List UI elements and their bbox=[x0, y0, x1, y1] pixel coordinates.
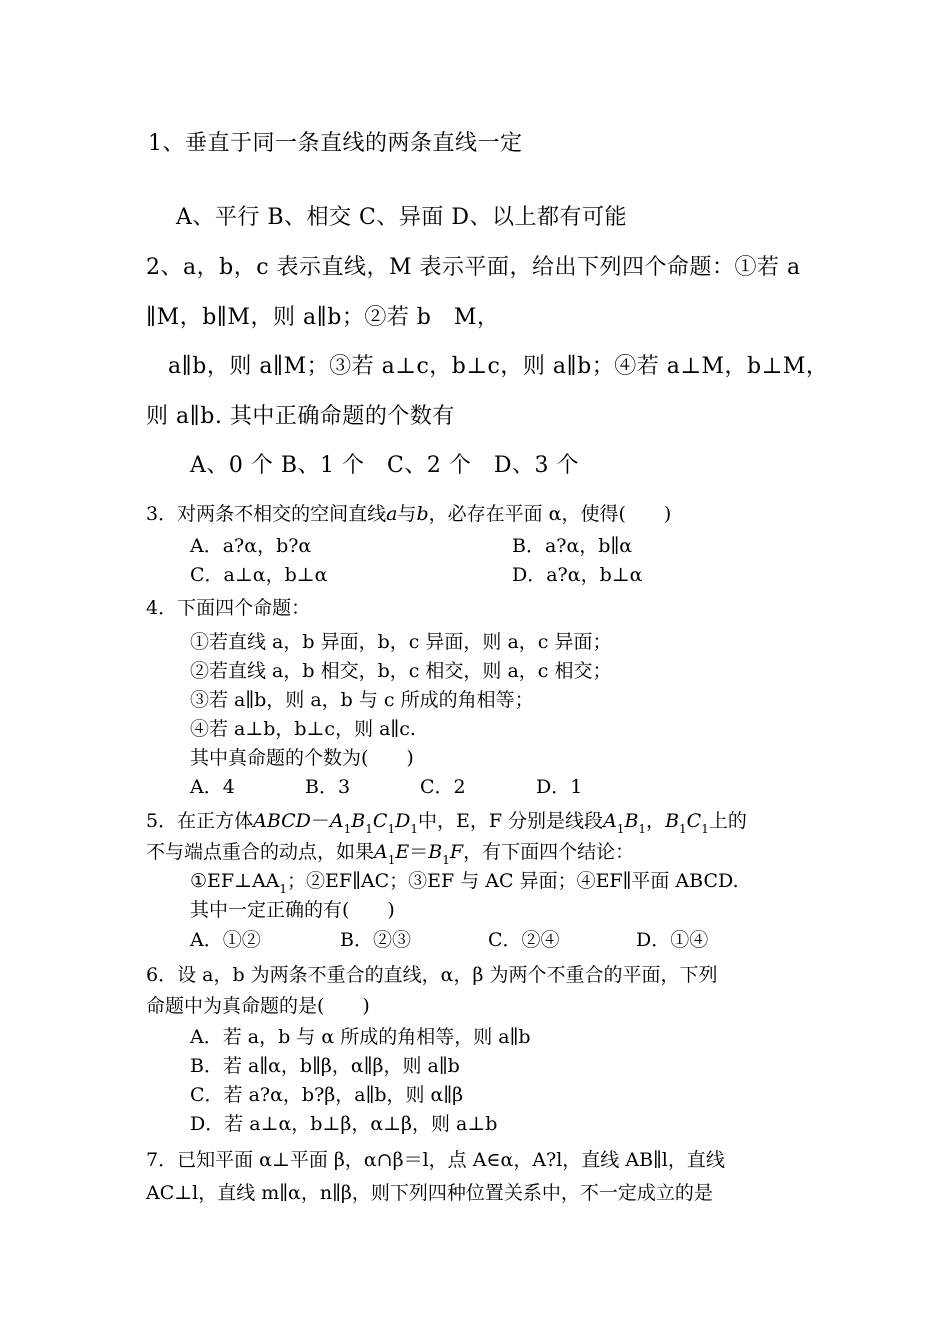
q4-ask: 其中真命题的个数为( ) bbox=[190, 747, 414, 769]
q2-line4: 则 a∥b. 其中正确命题的个数有 bbox=[146, 404, 455, 429]
q5-option-b: B．②③ bbox=[340, 929, 411, 951]
q5-ask: 其中一定正确的有( ) bbox=[190, 899, 395, 921]
q3-option-b: B．a?α，b∥α bbox=[512, 535, 633, 557]
q2-line1: 2、a，b，c 表示直线，M 表示平面，给出下列四个命题：①若 a bbox=[146, 255, 801, 280]
q6-option-b: B．若 a∥α，b∥β，α∥β，则 a∥b bbox=[190, 1055, 460, 1077]
q5-option-c: C．②④ bbox=[488, 929, 560, 951]
q2-options: A、0 个 B、1 个 C、2 个 D、3 个 bbox=[190, 453, 579, 478]
q3-option-d: D．a?α，b⊥α bbox=[512, 564, 643, 586]
q2-line3: a∥b，则 a∥M；③若 a⊥c，b⊥c，则 a∥b；④若 a⊥M，b⊥M， bbox=[168, 354, 829, 379]
q6-line2: 命题中为真命题的是( ) bbox=[146, 995, 370, 1017]
q4-option-c: C．2 bbox=[420, 776, 466, 798]
q4-option-a: A．4 bbox=[190, 776, 235, 798]
q6-option-c: C．若 a?α，b?β，a∥b，则 α∥β bbox=[190, 1084, 464, 1106]
q6-option-a: A．若 a，b 与 α 所成的角相等，则 a∥b bbox=[190, 1026, 531, 1048]
q6-line1: 6．设 a，b 为两条不重合的直线，α，β 为两个不重合的平面，下列 bbox=[146, 964, 718, 986]
q5-line1: 5．在正方体$ABCD-A_1B_1C_1D_1$中，E，F 分别是线段$A_1B_1$，$B_1C_1$上的 bbox=[146, 810, 747, 836]
q5-option-d: D．①④ bbox=[636, 929, 709, 951]
q3-option-c: C．a⊥α，b⊥α bbox=[190, 564, 328, 586]
q4-option-b: B．3 bbox=[305, 776, 351, 798]
q3-option-a: A．a?α，b?α bbox=[190, 535, 312, 557]
q7-line1: 7．已知平面 α⊥平面 β，α∩β＝l，点 A∈α，A?l，直线 AB∥l，直线 bbox=[146, 1149, 725, 1171]
q4-proposition-1: ①若直线 a，b 异面，b，c 异面，则 a，c 异面； bbox=[190, 631, 612, 653]
q7-line2: AC⊥l，直线 m∥α，n∥β，则下列四种位置关系中，不一定成立的是 bbox=[146, 1182, 713, 1204]
q1-stem: 1、垂直于同一条直线的两条直线一定 bbox=[148, 131, 523, 156]
q1-options: A、平行 B、相交 C、异面 D、以上都有可能 bbox=[176, 205, 628, 230]
q5-conclusions: $①EF\perp AA_1$；②EF∥AC；③EF 与 AC 异面；④EF∥平面 ABCD. bbox=[190, 870, 739, 896]
q4-proposition-2: ②若直线 a，b 相交，b，c 相交，则 a，c 相交； bbox=[190, 660, 612, 682]
q3-stem: 3．对两条不相交的空间直线a与b，必存在平面 α，使得( ) bbox=[146, 503, 672, 525]
q5-option-a: A．①② bbox=[190, 929, 261, 951]
q4-proposition-3: ③若 a∥b，则 a，b 与 c 所成的角相等； bbox=[190, 689, 534, 711]
q4-proposition-4: ④若 a⊥b，b⊥c，则 a∥c. bbox=[190, 718, 416, 740]
q2-line2: ∥M，b∥M，则 a∥b；②若 b M， bbox=[146, 305, 500, 330]
q4-stem: 4．下面四个命题： bbox=[146, 597, 311, 619]
q5-line2: 不与端点重合的动点，如果$A_1E=B_1F$，有下面四个结论： bbox=[146, 841, 635, 867]
q4-option-d: D．1 bbox=[536, 776, 583, 798]
q6-option-d: D．若 a⊥α，b⊥β，α⊥β，则 a⊥b bbox=[190, 1113, 498, 1135]
